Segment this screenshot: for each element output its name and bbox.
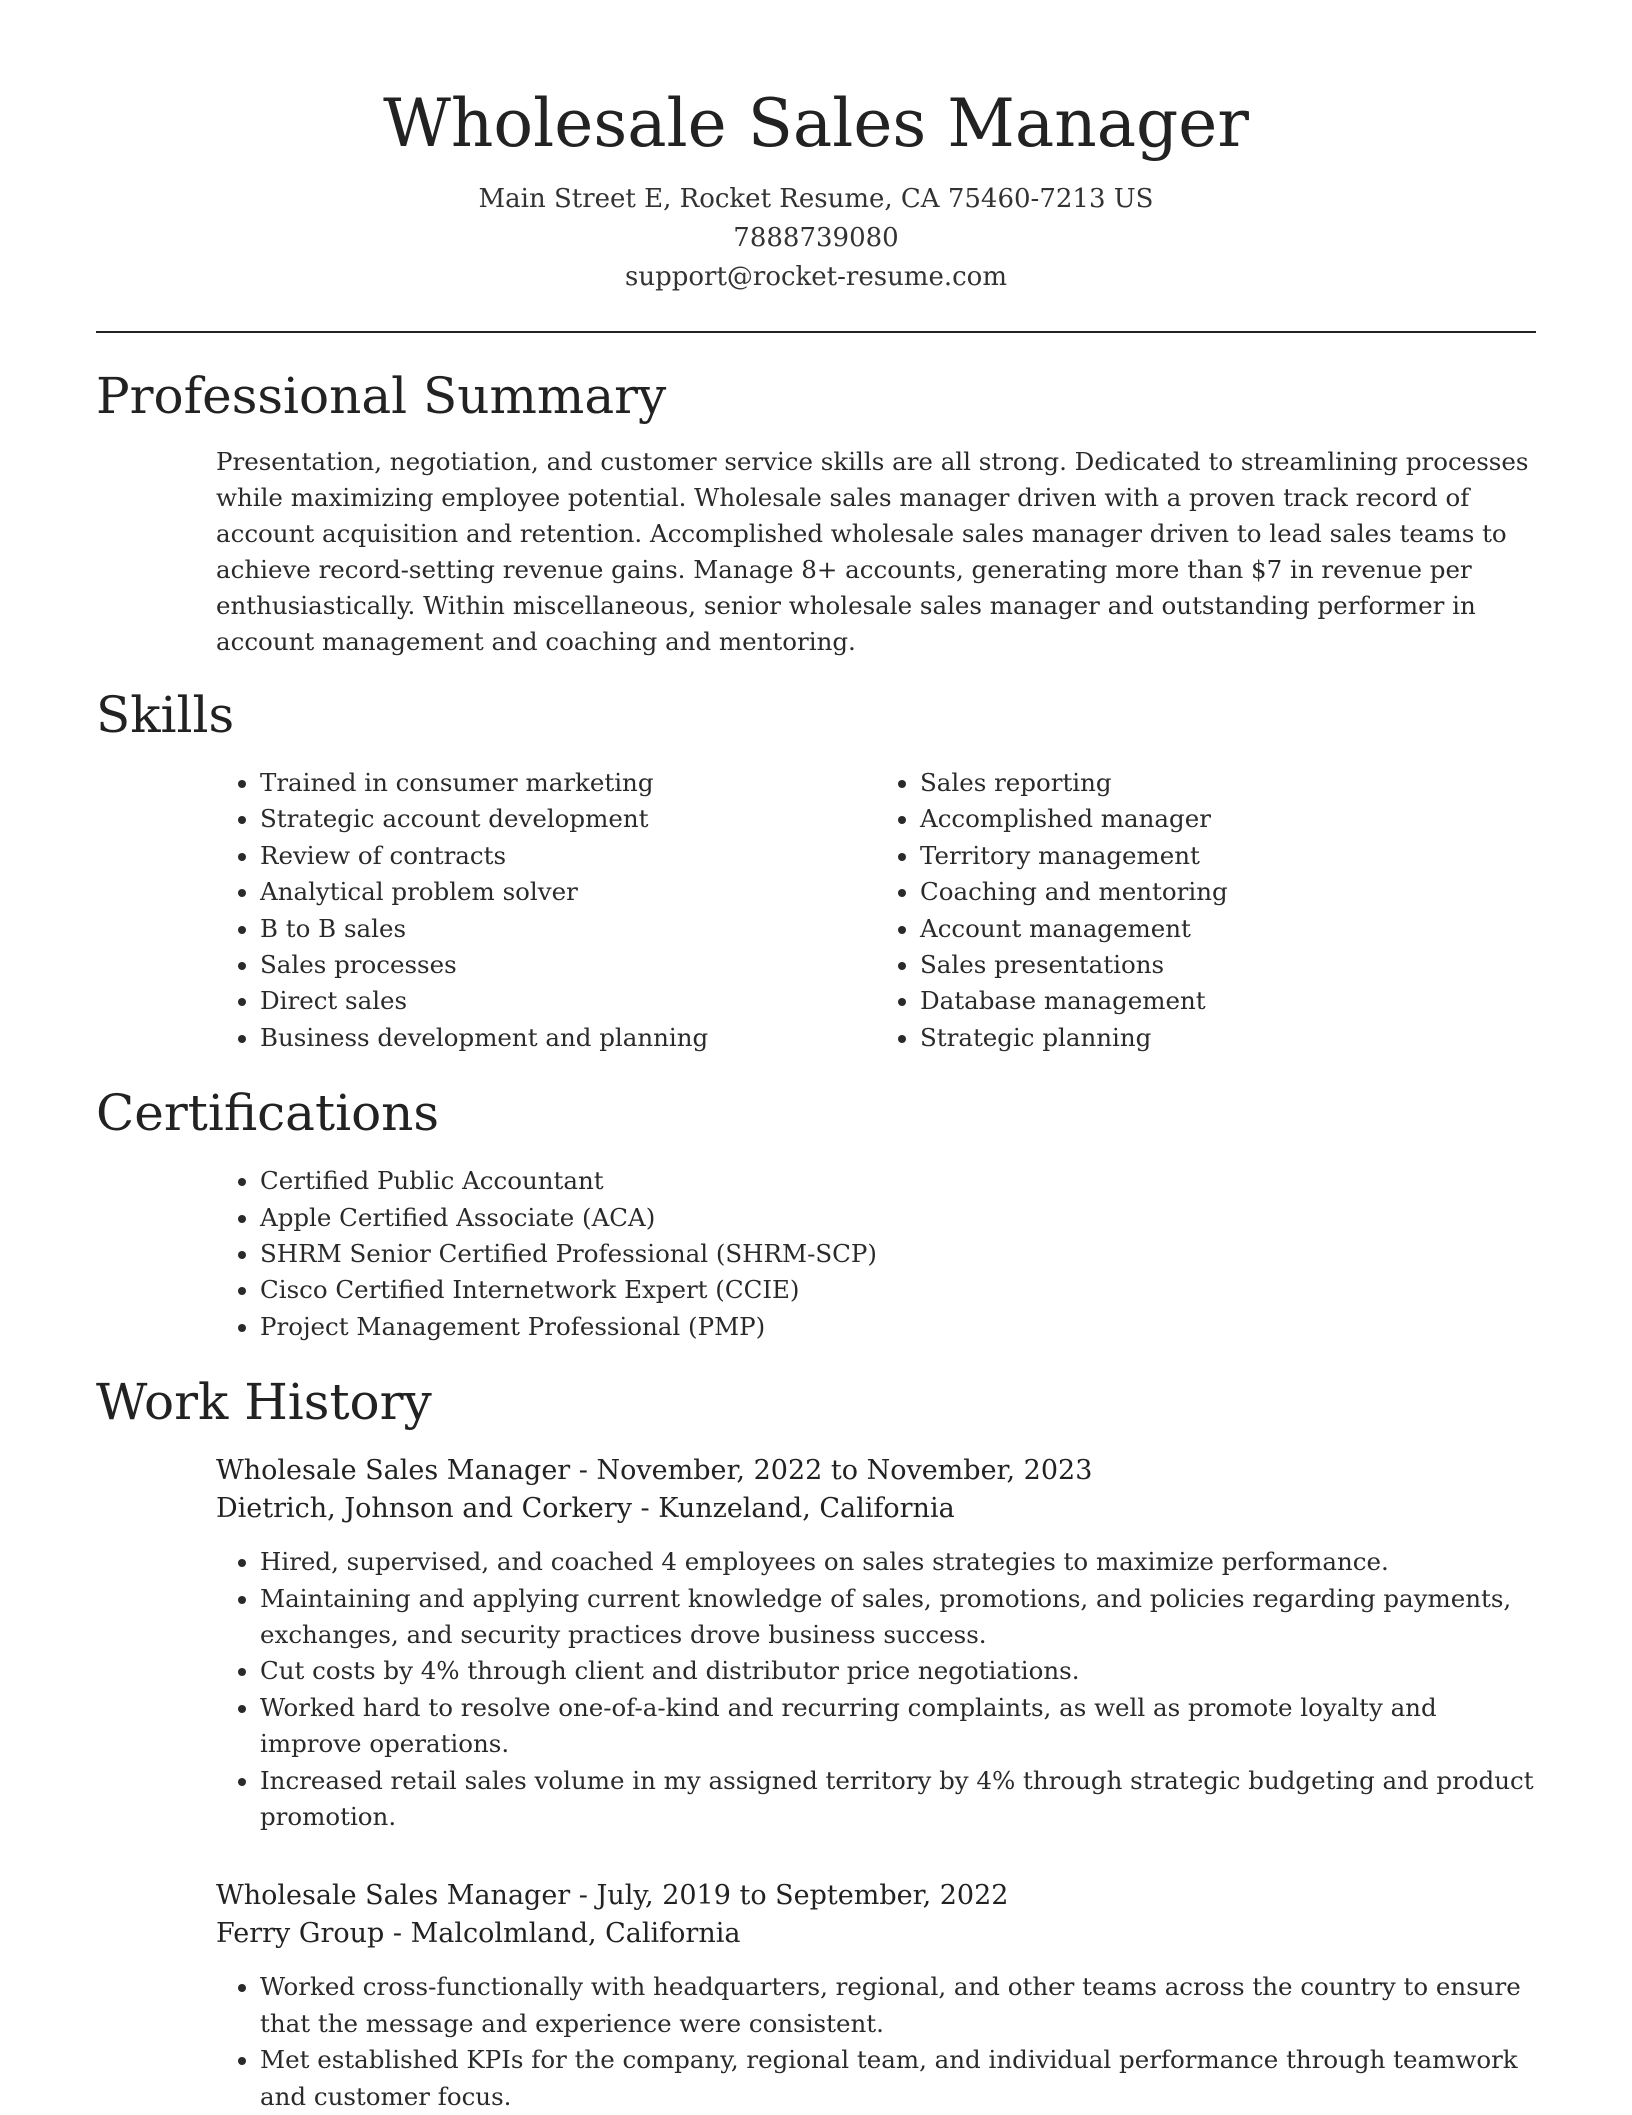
job-company: Ferry Group	[216, 1918, 385, 1950]
job-entry	[216, 1877, 1536, 2115]
contact-block	[96, 180, 1536, 297]
job-location: - Malcolmland, California	[384, 1918, 741, 1950]
skill-item: • Strategic planning	[920, 1020, 1536, 1056]
skill-item: • Account management	[920, 911, 1536, 947]
skill-item: • Territory management	[920, 838, 1536, 874]
skills-list-left	[216, 765, 876, 1056]
job-entry	[216, 1452, 1536, 1835]
job-dates: - July, 2019 to September, 2022	[570, 1880, 1009, 1912]
job-bullet: • Worked cross-functionally with headquarters, regional, and other teams across the country to ensure that the message and experience were consistent.	[260, 1969, 1536, 2042]
job-bullet: • Met established KPIs for the company, regional team, and individual performance through teamwork and customer focus.	[260, 2042, 1536, 2115]
job-bullet: • Worked hard to resolve one-of-a-kind and recurring complaints, as well as promote loyalty and improve operations.	[260, 1690, 1536, 1763]
skill-item: • Strategic account development	[260, 801, 876, 837]
job-bullets	[216, 1969, 1536, 2115]
section-heading-certifications: Certifications	[96, 1084, 440, 1143]
section-heading-summary: Professional Summary	[96, 366, 667, 425]
certifications-list	[216, 1163, 1536, 1345]
job-dates: - November, 2022 to November, 2023	[570, 1455, 1093, 1487]
skill-item: • Trained in consumer marketing	[260, 765, 876, 801]
certification-item: • SHRM Senior Certified Professional (SHRM-SCP)	[260, 1236, 1536, 1272]
skills-list-right	[876, 765, 1536, 1056]
contact-email: support@rocket-resume.com	[624, 261, 1007, 292]
job-role-line	[216, 1877, 1536, 1915]
certification-item: • Cisco Certified Internetwork Expert (CCIE)	[260, 1272, 1536, 1308]
job-company-line	[216, 1915, 1536, 1953]
skill-item: • Coaching and mentoring	[920, 874, 1536, 910]
job-role: Wholesale Sales Manager	[216, 1880, 571, 1912]
candidate-title: Wholesale Sales Manager	[383, 85, 1249, 162]
job-bullet: • Increased retail sales volume in my assigned territory by 4% through strategic budgeting and product promotion.	[260, 1763, 1536, 1836]
contact-phone: 7888739080	[733, 222, 899, 253]
job-bullet: • Maintaining and applying current knowledge of sales, promotions, and policies regarding payments, exchanges, and security practices drove business success.	[260, 1581, 1536, 1654]
certification-item: • Project Management Professional (PMP)	[260, 1309, 1536, 1345]
skills-columns	[216, 765, 1536, 1056]
section-heading-work-history: Work History	[96, 1373, 432, 1432]
job-role-line	[216, 1452, 1536, 1490]
job-company: Dietrich, Johnson and Corkery	[216, 1493, 632, 1525]
resume-header	[96, 0, 1536, 297]
skill-item: • Sales presentations	[920, 947, 1536, 983]
certification-item: • Certified Public Accountant	[260, 1163, 1536, 1199]
job-bullet: • Cut costs by 4% through client and distributor price negotiations.	[260, 1653, 1536, 1689]
job-bullets	[216, 1544, 1536, 1835]
job-company-line	[216, 1490, 1536, 1528]
skill-item: • Accomplished manager	[920, 801, 1536, 837]
job-bullet: • Hired, supervised, and coached 4 employees on sales strategies to maximize performance.	[260, 1544, 1536, 1580]
section-heading-skills: Skills	[96, 685, 235, 744]
skill-item: • Analytical problem solver	[260, 874, 876, 910]
skill-item: • Business development and planning	[260, 1020, 876, 1056]
header-divider	[96, 331, 1536, 333]
skill-item: • Sales reporting	[920, 765, 1536, 801]
skill-item: • Direct sales	[260, 983, 876, 1019]
skill-item: • Database management	[920, 983, 1536, 1019]
job-location: - Kunzeland, California	[631, 1493, 955, 1525]
skill-item: • B to B sales	[260, 911, 876, 947]
certification-item: • Apple Certified Associate (ACA)	[260, 1200, 1536, 1236]
summary-text: Presentation, negotiation, and customer service skills are all strong. Dedicated to streamlining processes while maximizing employee potential. Wholesale sales manager driven with a proven track record of account acquisition and retention. Accomplished wholesale sales manager driven to lead sales teams to achieve record-setting revenue gains. Manage 8+ accounts, generating more than $7 in revenue per enthusiastically. Within miscellaneous, senior wholesale sales manager and outstanding performer in account management and coaching and mentoring.	[216, 446, 1529, 656]
skill-item: • Review of contracts	[260, 838, 876, 874]
contact-address: Main Street E, Rocket Resume, CA 75460-7213 US	[478, 183, 1154, 214]
job-role: Wholesale Sales Manager	[216, 1455, 571, 1487]
skill-item: • Sales processes	[260, 947, 876, 983]
